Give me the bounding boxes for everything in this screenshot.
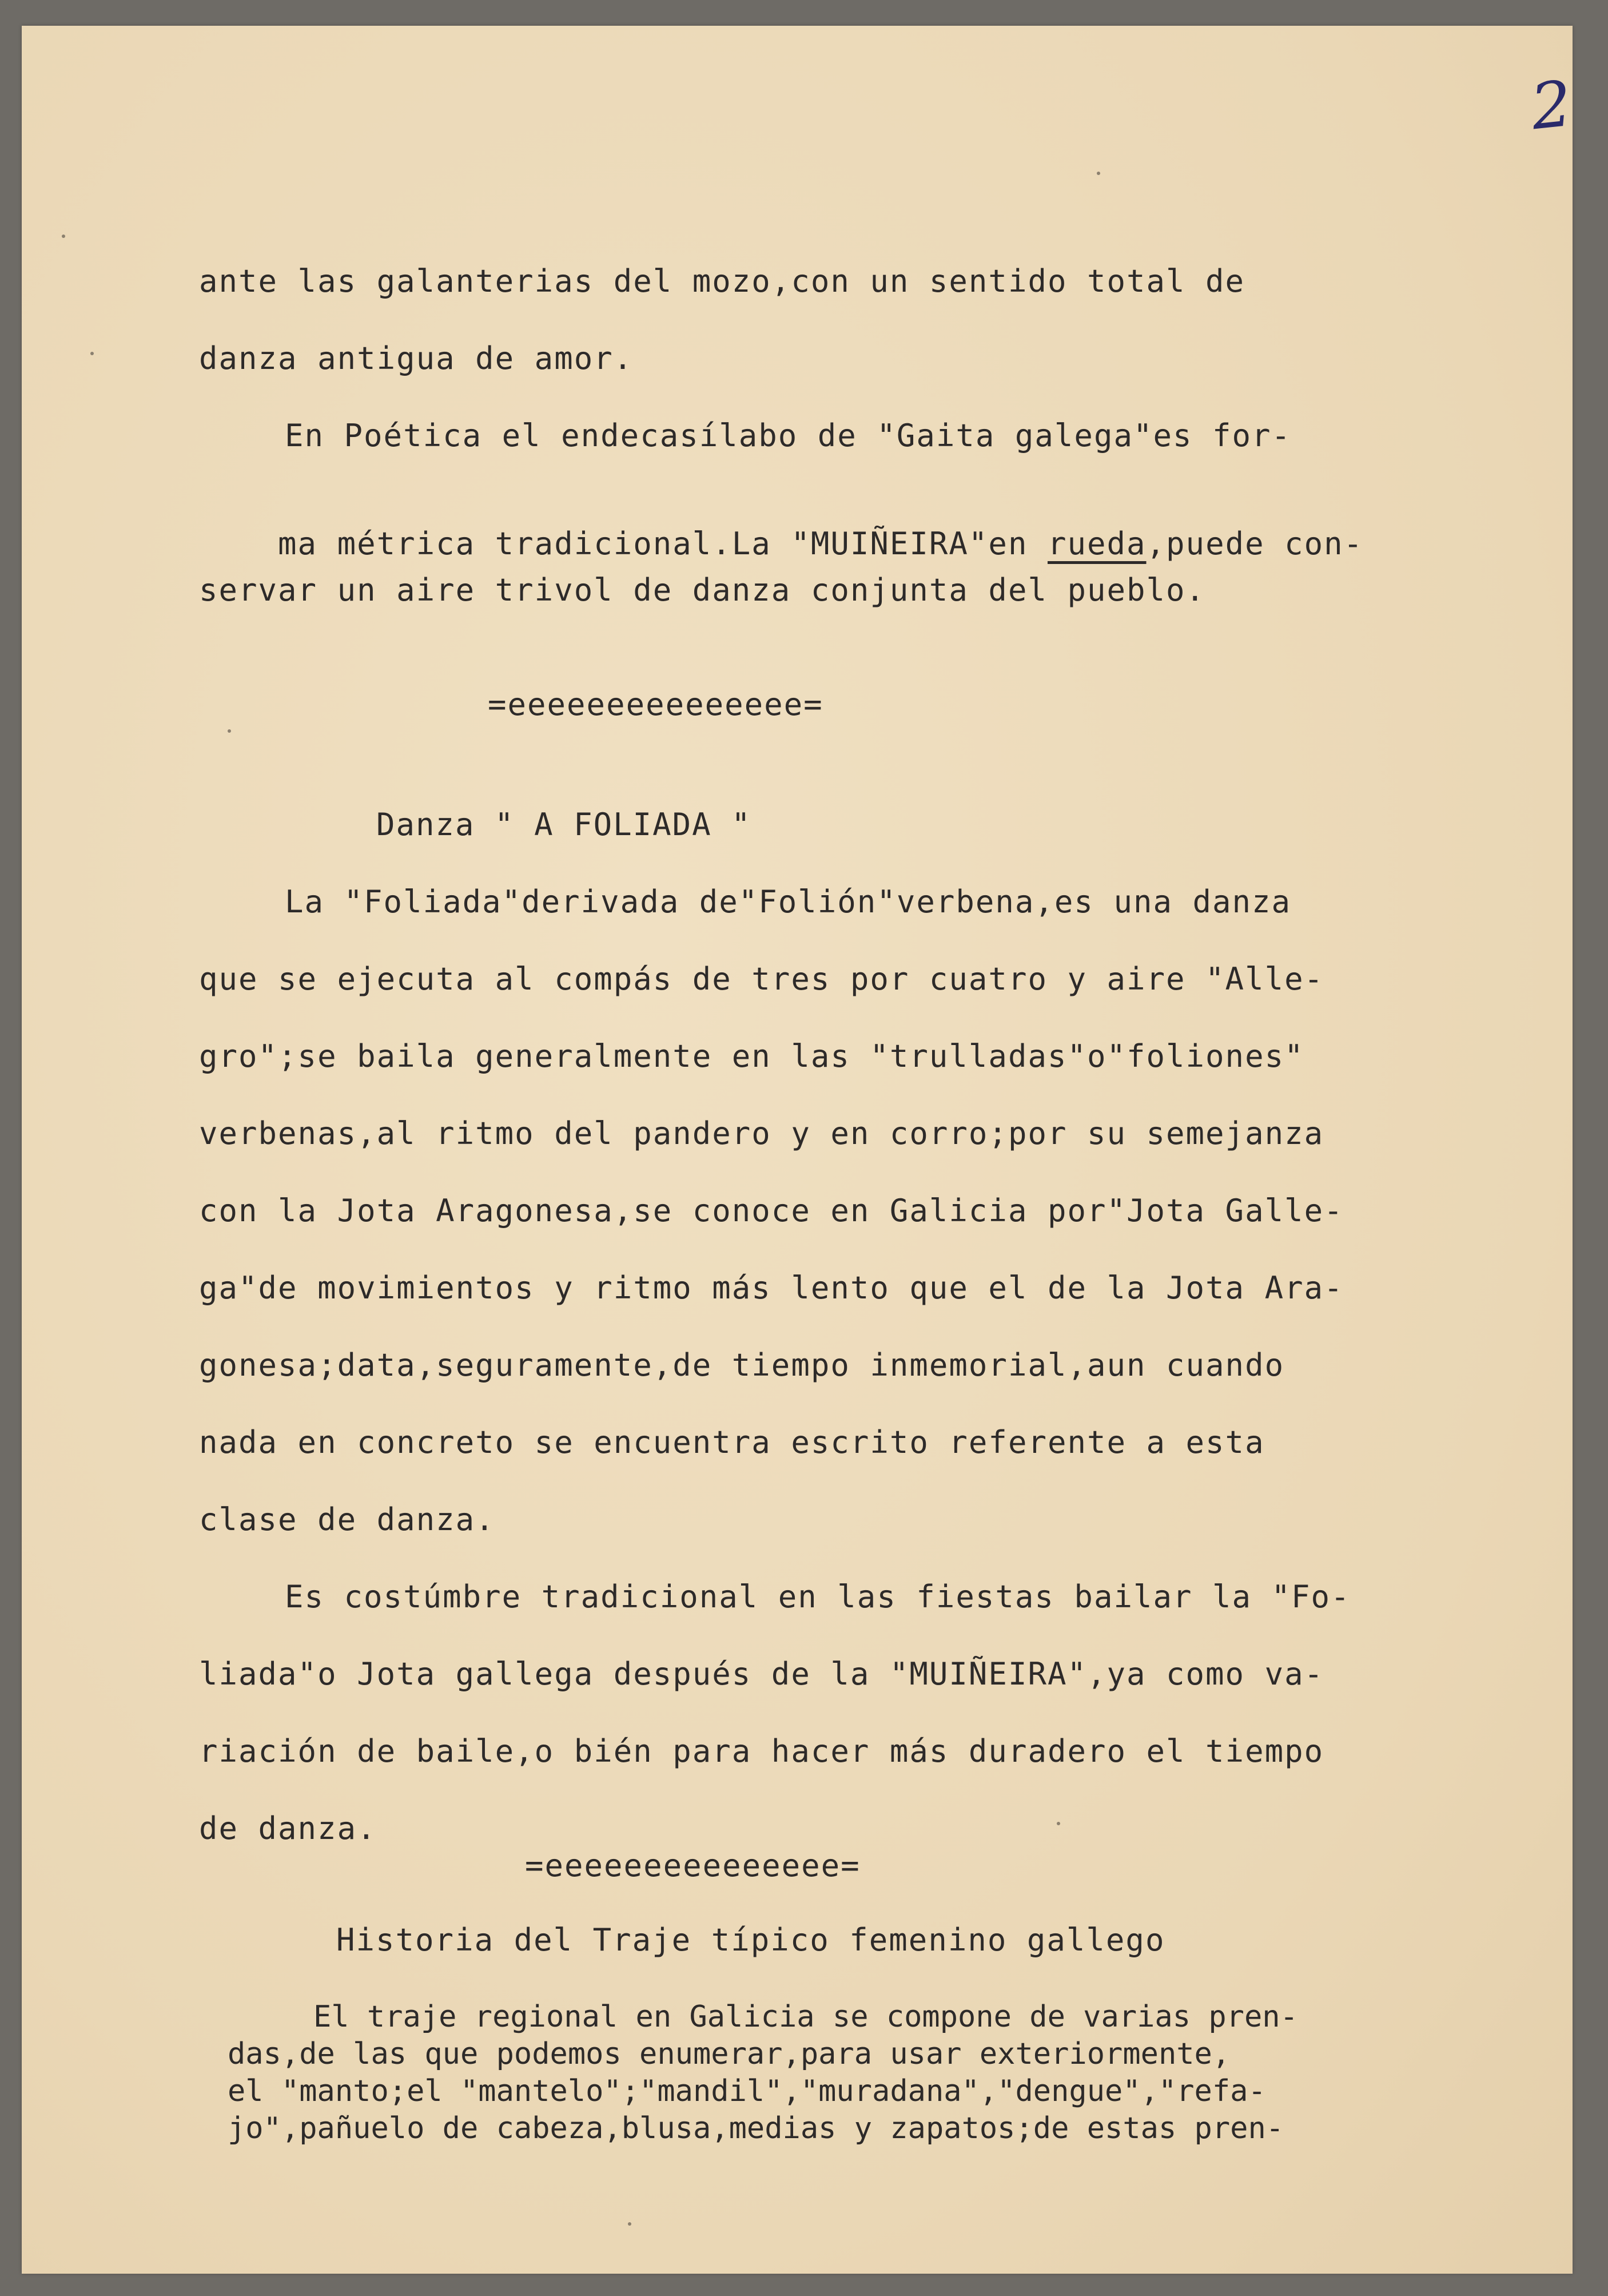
text-line: ga"de movimientos y ritmo más lento que el de la Jota Ara-	[199, 1270, 1344, 1306]
text-line: riación de baile,o bién para hacer más duradero el tiempo	[199, 1733, 1324, 1769]
text-segment: ,puede con-	[1146, 526, 1364, 562]
text-line: con la Jota Aragonesa,se conoce en Galicia por"Jota Galle-	[199, 1193, 1344, 1229]
text-line: danza antigua de amor.	[199, 340, 634, 376]
text-line: El traje regional en Galicia se compone de varias pren-	[313, 2000, 1298, 2034]
page-number: 2	[1527, 66, 1575, 144]
text-line: gro";se baila generalmente en las "trulladas"o"foliones"	[199, 1038, 1304, 1074]
section-separator: =eeeeeeeeeeeeeee=	[525, 1848, 861, 1884]
text-line: clase de danza.	[199, 1501, 495, 1538]
paper-speck	[228, 729, 231, 733]
text-line: gonesa;data,seguramente,de tiempo inmemorial,aun cuando	[199, 1347, 1285, 1383]
paper-speck	[1097, 172, 1100, 175]
text-line: La "Foliada"derivada de"Folión"verbena,es una danza	[285, 884, 1292, 920]
paper-speck	[1057, 1822, 1060, 1825]
text-line: que se ejecuta al compás de tres por cuatro y aire "Alle-	[199, 961, 1324, 997]
text-line: servar un aire trivol de danza conjunta del pueblo.	[199, 572, 1206, 608]
document-page	[22, 26, 1573, 2274]
section-title: Historia del Traje típico femenino gallego	[336, 1922, 1165, 1958]
text-line: nada en concreto se encuentra escrito referente a esta	[199, 1424, 1265, 1460]
section-separator: =eeeeeeeeeeeeeee=	[488, 686, 823, 722]
text-line: En Poética el endecasílabo de "Gaita galega"es for-	[285, 418, 1292, 454]
text-segment: ma métrica tradicional.La "MUIÑEIRA"en	[278, 526, 1048, 562]
text-line: das,de las que podemos enumerar,para usar exteriormente,	[228, 2037, 1231, 2071]
section-title: Danza " A FOLIADA "	[376, 807, 751, 843]
paper-speck	[628, 2222, 631, 2226]
text-line: Es costúmbre tradicional en las fiestas bailar la "Fo-	[285, 1579, 1351, 1615]
text-line: ante las galanterias del mozo,con un sentido total de	[199, 263, 1245, 299]
text-line: de danza.	[199, 1810, 377, 1846]
text-line: verbenas,al ritmo del pandero y en corro;por su semejanza	[199, 1115, 1324, 1151]
text-line: liada"o Jota gallega después de la "MUIÑEIRA",ya como va-	[199, 1656, 1324, 1692]
underlined-word: rueda	[1047, 526, 1147, 562]
text-line: el "manto;el "mantelo";"mandil","muradana","dengue","refa-	[228, 2074, 1266, 2108]
text-line: jo",pañuelo de cabeza,blusa,medias y zapatos;de estas pren-	[228, 2111, 1284, 2146]
paper-speck	[62, 235, 65, 238]
paper-speck	[90, 352, 94, 355]
